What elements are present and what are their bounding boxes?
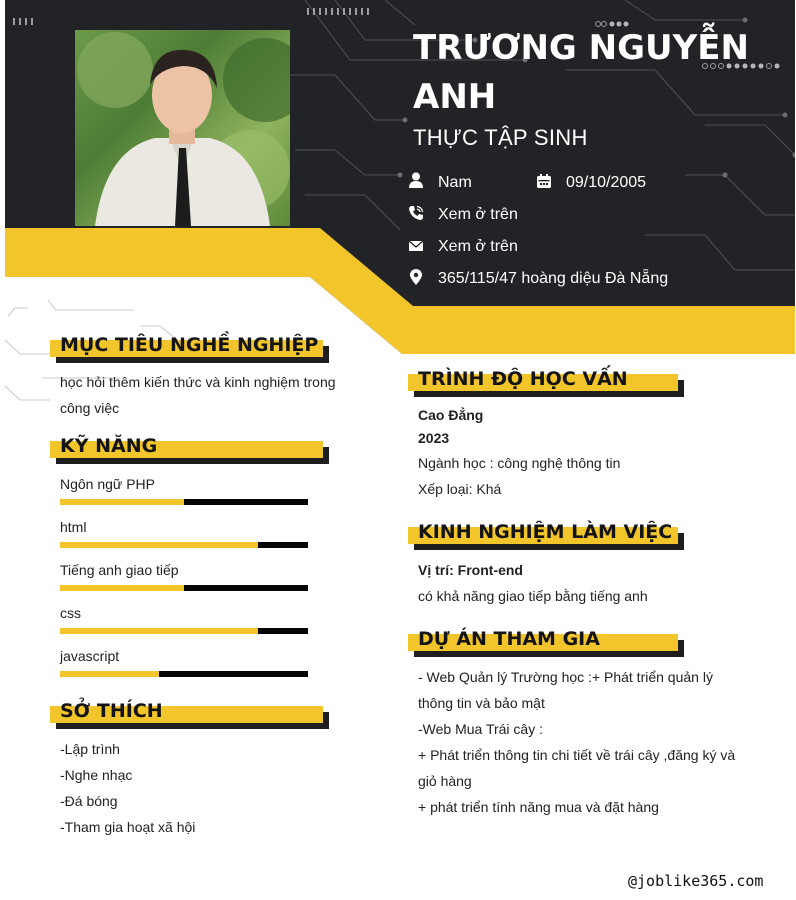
skill-level-bar [60,671,308,677]
objective-section-title [50,334,323,370]
graduation-year: 2023 [418,430,450,446]
projects-title: DỰ ÁN THAM GIA [418,628,600,650]
hobby-item: -Lập trình [60,741,120,757]
skills-title: KỸ NĂNG [60,435,158,457]
project-line: + Phát triển thông tin chi tiết về trái cây ,đăng ký và giỏ hàng [418,747,736,789]
gender-value: Nam [438,174,472,191]
user-icon [408,172,424,188]
hobby-item: -Nghe nhạc [60,767,133,783]
skill-label: Tiếng anh giao tiếp [60,562,179,578]
skill-level-fill [60,671,159,677]
birthday-value: 09/10/2005 [566,174,647,191]
education-title: TRÌNH ĐỘ HỌC VẤN [418,368,628,390]
hobbies-title: SỞ THÍCH [60,700,163,722]
phone-icon [408,205,424,221]
skill-level-fill [60,499,184,505]
skill-level-fill [60,585,184,591]
skill-level-bar [60,585,308,591]
email-value: Xem ở trên [438,238,518,255]
candidate-name: TRƯƠNG NGUYỄN ANH [413,28,749,117]
grade-text: Xếp loại: Khá [418,481,502,497]
envelope-icon [408,238,424,254]
school-name: Cao Đẳng [418,407,484,423]
project-line: - Web Quản lý Trường học :+ Phát triển quản lý thông tin và bảo mật [418,669,713,711]
address-value: 365/115/47 hoàng diệu Đà Nẵng [438,270,669,287]
project-line: -Web Mua Trái cây : [418,721,544,737]
job-title: THỰC TẬP SINH [413,125,588,150]
skill-label: html [60,519,87,535]
skill-level-fill [60,542,258,548]
position-text: Vị trí: Front-end [418,562,523,578]
skill-level-bar [60,499,308,505]
skill-level-fill [60,628,258,634]
skills-section-title [50,435,323,471]
hobbies-section-title [50,700,323,736]
phone-value: Xem ở trên [438,206,518,223]
skill-level-bar [60,542,308,548]
major-text: Ngành học : công nghệ thông tin [418,455,621,471]
hobby-item: -Tham gia hoạt xã hội [60,819,196,835]
skill-level-bar [60,628,308,634]
calendar-icon [536,173,552,189]
experience-title: KINH NGHIỆM LÀM VIỆC [418,521,673,543]
skill-label: css [60,605,81,621]
skill-label: Ngôn ngữ PHP [60,476,155,492]
watermark: @joblike365.com [628,872,764,890]
profile-photo [75,30,290,226]
map-pin-icon [408,269,424,285]
experience-section-title [408,521,678,557]
objective-title: MỤC TIÊU NGHỀ NGHIỆP [60,334,319,356]
project-line: + phát triển tính năng mua và đặt hàng [418,799,659,815]
projects-section-title [408,628,678,664]
education-section-title [408,368,678,404]
skill-label: javascript [60,648,120,664]
hobby-item: -Đá bóng [60,793,118,809]
experience-desc: có khả năng giao tiếp bằng tiếng anh [418,588,648,604]
objective-text: học hỏi thêm kiến thức và kinh nghiệm trong công việc [60,374,336,416]
